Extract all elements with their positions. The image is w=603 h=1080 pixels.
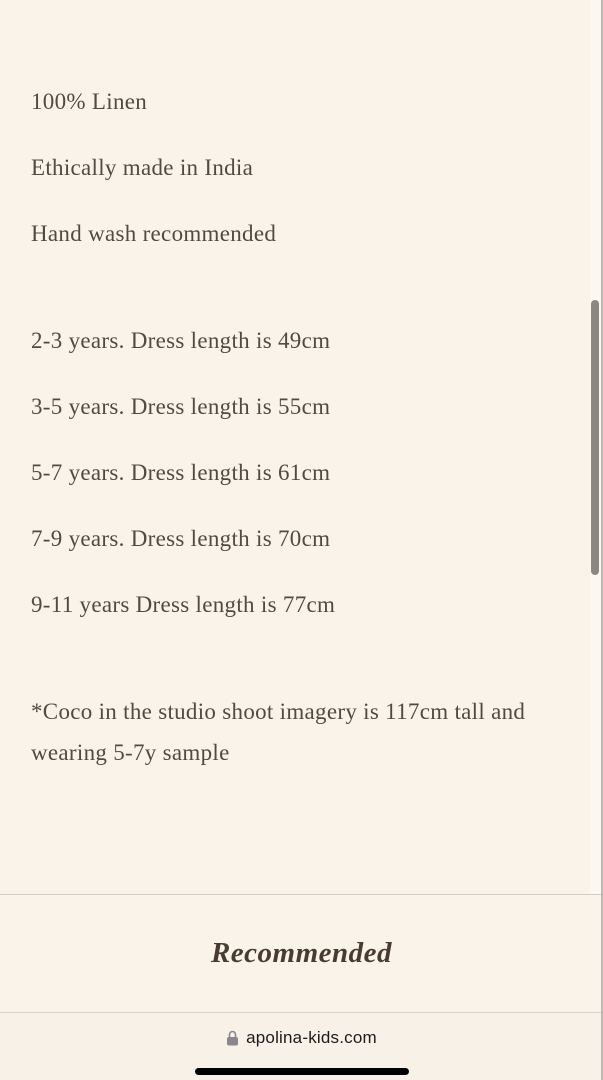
size-line: 2-3 years. Dress length is 49cm: [31, 328, 331, 353]
scrollbar-thumb[interactable]: [591, 300, 599, 575]
care-line: 100% Linen: [31, 89, 148, 114]
model-footnote: *Coco in the studio shoot imagery is 117cm tall and wearing 5-7y sample: [31, 699, 526, 765]
size-line: 3-5 years. Dress length is 55cm: [31, 394, 331, 419]
lock-icon: [226, 1030, 239, 1046]
care-line: Hand wash recommended: [31, 221, 277, 246]
browser-bottom-bar: [0, 1012, 603, 1080]
home-indicator[interactable]: [195, 1068, 409, 1075]
url-text: apolina-kids.com: [246, 1028, 377, 1047]
size-line: 9-11 years Dress length is 77cm: [31, 592, 336, 617]
care-line: Ethically made in India: [31, 155, 254, 180]
size-line: 7-9 years. Dress length is 70cm: [31, 526, 331, 551]
address-bar[interactable]: [0, 1028, 603, 1048]
recommended-section: [0, 894, 603, 1012]
recommended-heading: Recommended: [210, 937, 393, 969]
size-line: 5-7 years. Dress length is 61cm: [31, 460, 331, 485]
